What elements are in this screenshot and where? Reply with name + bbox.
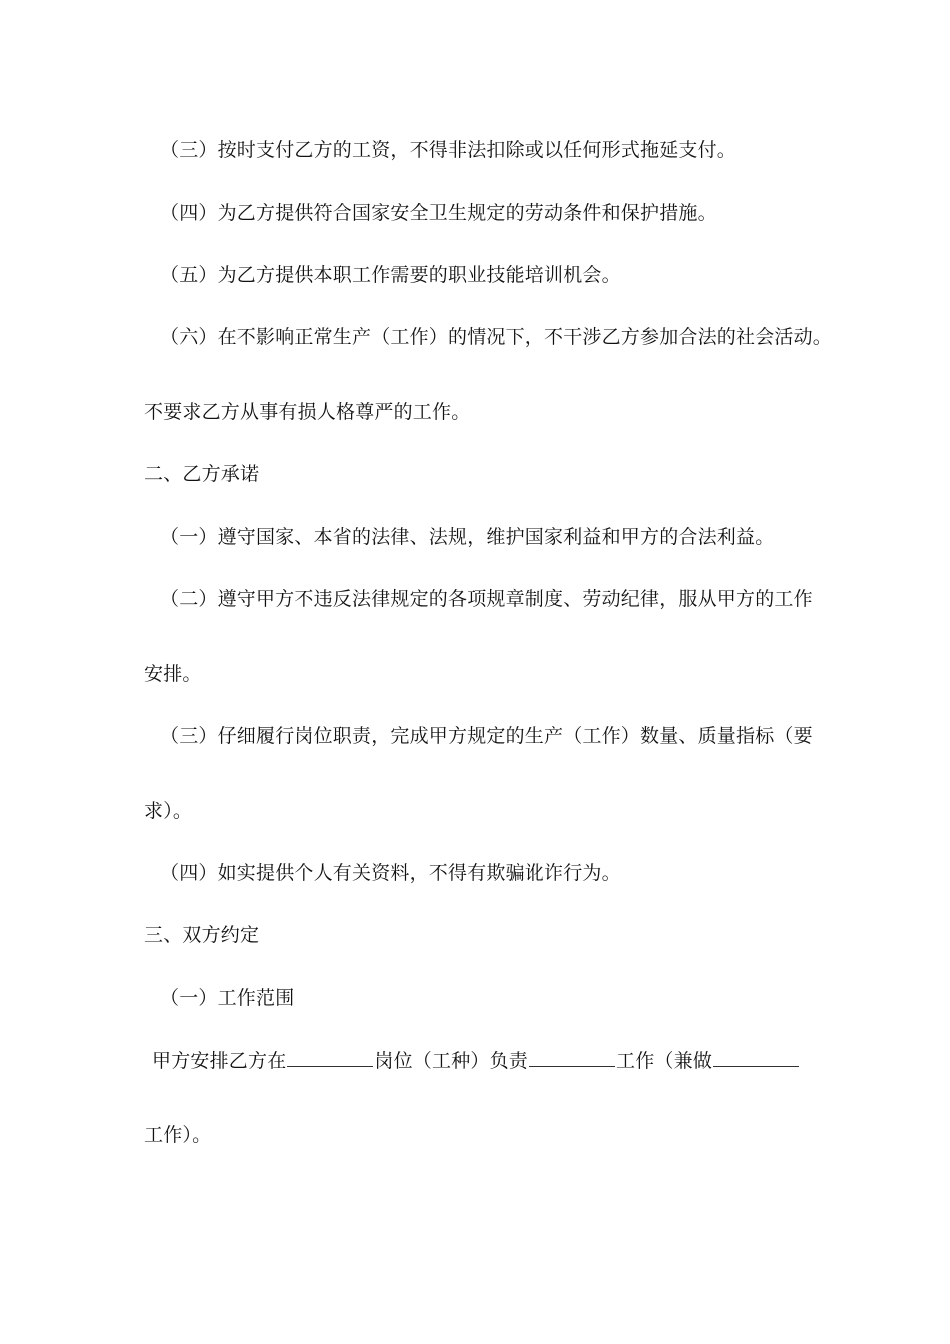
clause-party-a-6-continued: 不要求乙方从事有损人格尊严的工作。 — [144, 401, 471, 423]
clause-party-b-3: （三）仔细履行岗位职责，完成甲方规定的生产（工作）数量、质量指标（要 — [160, 725, 813, 747]
clause-party-b-1: （一）遵守国家、本省的法律、法规，维护国家利益和甲方的合法利益。 — [160, 526, 775, 548]
clause-mutual-1-heading: （一）工作范围 — [160, 987, 295, 1009]
clause-party-b-2: （二）遵守甲方不违反法律规定的各项规章制度、劳动纪律，服从甲方的工作 — [160, 588, 813, 610]
clause-party-a-6: （六）在不影响正常生产（工作）的情况下，不干涉乙方参加合法的社会活动。 — [160, 326, 833, 348]
clause-party-a-3: （三）按时支付乙方的工资，不得非法扣除或以任何形式拖延支付。 — [160, 139, 737, 161]
clause-party-a-5: （五）为乙方提供本职工作需要的职业技能培训机会。 — [160, 264, 621, 286]
work-scope-line-continued: 工作）。 — [144, 1124, 212, 1146]
work-scope-line — [152, 1048, 800, 1073]
side-job-blank[interactable] — [713, 1048, 799, 1067]
clause-party-b-3-continued: 求）。 — [144, 800, 193, 822]
work-scope-text-1: 甲方安排乙方在 — [152, 1050, 287, 1072]
clause-party-a-4: （四）为乙方提供符合国家安全卫生规定的劳动条件和保护措施。 — [160, 202, 717, 224]
work-scope-text-2: 岗位（工种）负责 — [374, 1050, 529, 1072]
position-blank[interactable] — [287, 1048, 373, 1067]
duty-blank[interactable] — [529, 1048, 615, 1067]
clause-party-b-2-continued: 安排。 — [144, 663, 202, 685]
section-heading-party-b: 二、乙方承诺 — [144, 463, 260, 485]
section-heading-mutual: 三、双方约定 — [144, 924, 260, 946]
work-scope-text-3: 工作（兼做 — [616, 1050, 713, 1072]
clause-party-b-4: （四）如实提供个人有关资料，不得有欺骗讹诈行为。 — [160, 862, 621, 884]
